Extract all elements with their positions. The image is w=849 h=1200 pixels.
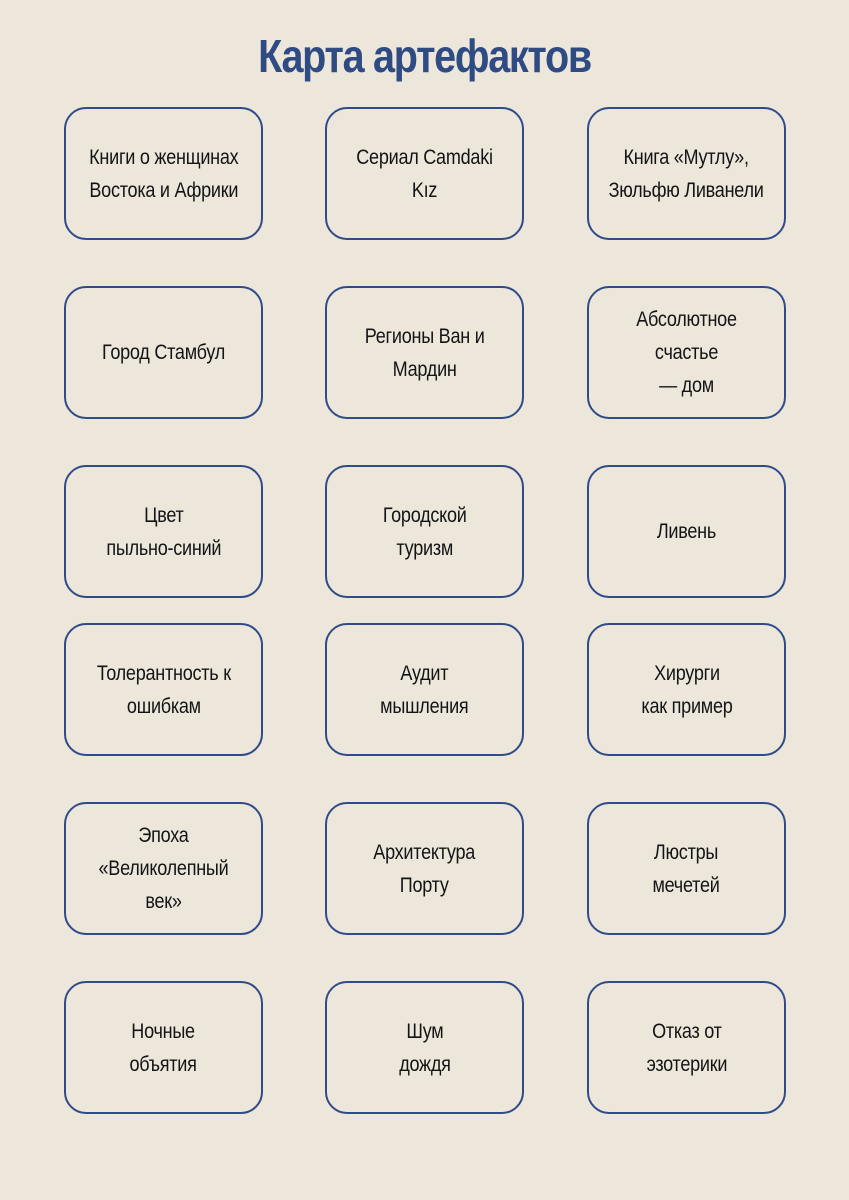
card-label: Хирурги как пример	[640, 661, 733, 718]
card-label: Городской туризм	[382, 503, 467, 560]
card-label: Книга «Мутлу», Зюльфю Ливанели	[609, 145, 764, 202]
artifact-card-night-hugs	[64, 981, 263, 1114]
artifact-card-books-women-east-africa	[64, 107, 263, 240]
artifact-card-mosque-chandeliers	[587, 802, 786, 935]
artifact-card-thinking-audit	[325, 623, 524, 756]
artifact-card-rain-noise	[325, 981, 524, 1114]
card-label: Абсолютное счастье — дом	[636, 308, 737, 397]
artifact-card-van-mardin	[325, 286, 524, 419]
card-label: Город Стамбул	[101, 341, 226, 364]
artifact-card-no-esoterics	[587, 981, 786, 1114]
artifact-card-surgeons-example	[587, 623, 786, 756]
artifact-card-absolute-happiness	[587, 286, 786, 419]
page-title: Карта артефактов	[258, 30, 591, 82]
card-label: Шум дождя	[398, 1019, 451, 1076]
artifact-card-series-camdaki-kiz	[325, 107, 524, 240]
card-label: Архитектура Порту	[373, 840, 476, 897]
artifact-card-dusty-blue	[64, 465, 263, 598]
card-label: Регионы Ван и Мардин	[364, 324, 485, 381]
card-label: Толерантность к ошибкам	[96, 661, 231, 718]
artifact-card-urban-tourism	[325, 465, 524, 598]
card-label: Ливень	[656, 520, 717, 543]
artifact-card-magnificent-century	[64, 802, 263, 935]
artifact-card-error-tolerance	[64, 623, 263, 756]
card-label: Книги о женщинах Востока и Африки	[88, 145, 239, 202]
card-label: Сериал Camdaki Kız	[356, 145, 493, 202]
card-label: Эпоха «Великолепный век»	[98, 824, 229, 913]
card-label: Люстры мечетей	[652, 840, 721, 897]
card-label: Ночные объятия	[129, 1019, 198, 1076]
card-label: Отказ от эзотерики	[646, 1019, 727, 1076]
artifact-card-downpour	[587, 465, 786, 598]
artifact-card-porto-architecture	[325, 802, 524, 935]
artifact-card-istanbul	[64, 286, 263, 419]
card-label: Аудит мышления	[380, 661, 469, 718]
card-label: Цвет пыльно-синий	[106, 503, 221, 560]
artifact-card-book-mutlu	[587, 107, 786, 240]
